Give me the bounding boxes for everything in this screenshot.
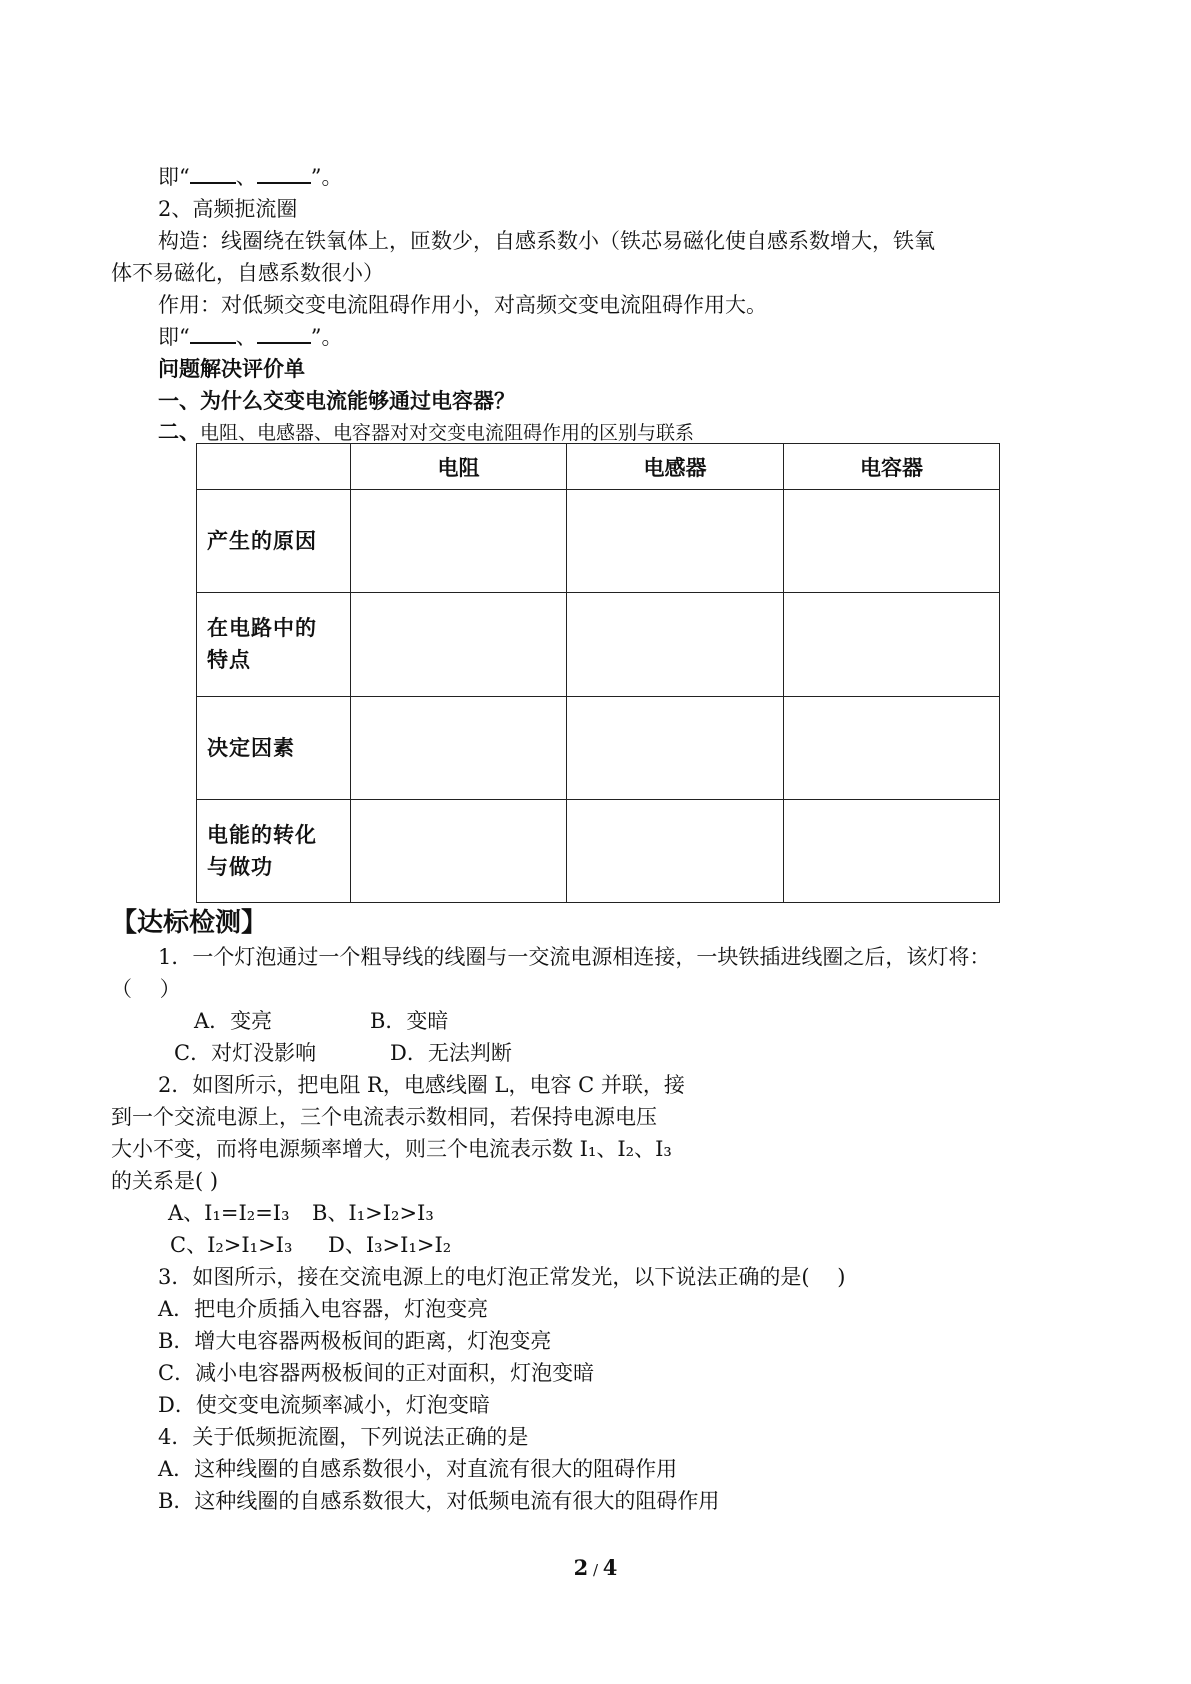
table-cell[interactable]	[567, 593, 784, 696]
fill-blank-line-2	[158, 324, 343, 350]
table-cell[interactable]	[351, 696, 567, 799]
answer-blank[interactable]	[190, 166, 236, 184]
q2-option-b[interactable]: B、I₁>I₂>I₃	[312, 1201, 434, 1225]
q3-option-a[interactable]: A．把电介质插入电容器，灯泡变亮	[158, 1297, 489, 1321]
hf-choke-heading: 2、高频扼流圈	[158, 197, 298, 221]
q4-stem: 4．关于低频扼流圈，下列说法正确的是	[158, 1425, 529, 1449]
q2-option-c[interactable]: C、I₂>I₁>I₃	[170, 1233, 293, 1257]
q1-stem-line2: （ ）	[111, 977, 181, 1001]
q1-option-a[interactable]: A．变亮	[194, 1009, 273, 1033]
table-cell[interactable]	[351, 593, 567, 696]
evaluation-question-2	[158, 419, 694, 446]
table-cell[interactable]	[784, 593, 1000, 696]
blank-prefix: 即“	[158, 165, 190, 189]
blank-prefix: 即“	[158, 325, 190, 349]
table-cell[interactable]	[784, 696, 1000, 799]
table-row	[197, 593, 1000, 696]
table-cell[interactable]	[351, 799, 567, 902]
page-number	[0, 1555, 1191, 1583]
table-header-resistor: 电阻	[351, 444, 567, 490]
question-2-number: 二、	[158, 420, 200, 444]
page-total: 4	[602, 1555, 618, 1580]
q3-option-b[interactable]: B．增大电容器两极板间的距离，灯泡变亮	[158, 1329, 552, 1353]
q2-option-a[interactable]: A、I₁=I₂=I₃	[168, 1201, 290, 1225]
answer-blank[interactable]	[257, 166, 311, 184]
table-cell[interactable]	[351, 490, 567, 593]
blank-suffix: ”。	[310, 325, 343, 349]
q1-option-b[interactable]: B．变暗	[370, 1009, 449, 1033]
section-title-check: 【达标检测】	[111, 908, 268, 938]
question-2-text: 电阻、电感器、电容器对对交变电流阻碍作用的区别与联系	[200, 422, 695, 444]
q2-option-d[interactable]: D、I₃>I₁>I₂	[328, 1233, 452, 1257]
table-header-corner	[197, 444, 351, 490]
row-label-text: 特点	[207, 648, 251, 673]
row-label-cause	[197, 490, 351, 593]
row-label-text: 在电路中的	[207, 616, 317, 641]
row-label-factors	[197, 696, 351, 799]
table-header-row	[197, 444, 1000, 490]
q1-option-d[interactable]: D．无法判断	[390, 1041, 512, 1065]
hf-choke-construction-line2: 体不易磁化，自感系数很小）	[111, 261, 384, 285]
q1-stem-line1: 1．一个灯泡通过一个粗导线的线圈与一交流电源相连接，一块铁插进线圈之后，该灯将：	[158, 945, 991, 969]
q2-stem-line4: 的关系是( )	[111, 1169, 219, 1193]
page-current: 2	[573, 1555, 589, 1580]
q2-stem-line2: 到一个交流电源上，三个电流表示数相同，若保持电源电压	[111, 1105, 657, 1129]
answer-blank[interactable]	[257, 326, 311, 344]
q3-stem: 3．如图所示，接在交流电源上的电灯泡正常发光，以下说法正确的是( )	[158, 1265, 846, 1289]
table-row	[197, 696, 1000, 799]
q3-option-c[interactable]: C．减小电容器两极板间的正对面积，灯泡变暗	[158, 1361, 595, 1385]
evaluation-title: 问题解决评价单	[158, 357, 305, 381]
table-header-capacitor: 电容器	[784, 444, 1000, 490]
table-cell[interactable]	[567, 696, 784, 799]
q2-stem-line3: 大小不变，而将电源频率增大，则三个电流表示数 I₁、I₂、I₃	[111, 1137, 672, 1161]
table-row	[197, 799, 1000, 902]
q2-stem-line1: 2．如图所示，把电阻 R，电感线圈 L，电容 C 并联，接	[158, 1073, 685, 1097]
table-header-inductor: 电感器	[567, 444, 784, 490]
row-label-text: 产生的原因	[207, 529, 317, 554]
row-label-text: 决定因素	[207, 735, 295, 760]
fill-blank-line-1	[158, 164, 343, 190]
q4-option-b[interactable]: B．这种线圈的自感系数很大，对低频电流有很大的阻碍作用	[158, 1489, 720, 1513]
hf-choke-function: 作用：对低频交变电流阻碍作用小，对高频交变电流阻碍作用大。	[158, 293, 767, 317]
row-label-energy	[197, 799, 351, 902]
q1-option-c[interactable]: C．对灯没影响	[174, 1041, 317, 1065]
blank-separator: 、	[235, 325, 257, 349]
blank-suffix: ”。	[310, 165, 343, 189]
table-cell[interactable]	[784, 490, 1000, 593]
table-cell[interactable]	[784, 799, 1000, 902]
hf-choke-construction-line1: 构造：线圈绕在铁氧体上，匝数少，自感系数小（铁芯易磁化使自感系数增大，铁氧	[158, 229, 935, 253]
page-separator: /	[588, 1561, 603, 1579]
table-cell[interactable]	[567, 799, 784, 902]
row-label-text: 与做功	[207, 854, 273, 879]
evaluation-question-1: 一、为什么交变电流能够通过电容器？	[158, 389, 515, 413]
blank-separator: 、	[235, 165, 257, 189]
comparison-table	[196, 443, 1000, 903]
q3-option-d[interactable]: D．使交变电流频率减小，灯泡变暗	[158, 1393, 490, 1417]
row-label-features	[197, 593, 351, 696]
row-label-text: 电能的转化	[207, 822, 317, 847]
answer-blank[interactable]	[190, 326, 236, 344]
q4-option-a[interactable]: A．这种线圈的自感系数很小，对直流有很大的阻碍作用	[158, 1457, 678, 1481]
table-cell[interactable]	[567, 490, 784, 593]
table-row	[197, 490, 1000, 593]
